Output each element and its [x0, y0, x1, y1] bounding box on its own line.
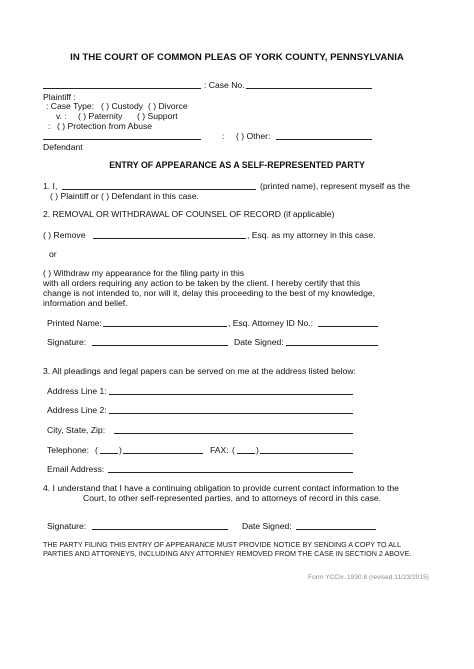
attorney-printed-name-field[interactable]: [103, 318, 227, 329]
telephone-label: Telephone:: [47, 445, 90, 455]
paternity-option[interactable]: ( ) Paternity: [78, 111, 123, 121]
fax-open-paren: (: [232, 445, 235, 455]
attorney-printed-name-label: Printed Name:: [47, 318, 102, 328]
colon-mark: :: [48, 121, 51, 131]
telephone-open-paren: (: [95, 445, 98, 455]
section2-heading: 2. REMOVAL OR WITHDRAWAL OF COUNSEL OF RECORD (if applicable): [43, 209, 335, 219]
party-signature-field[interactable]: [92, 521, 228, 532]
attorney-signature-field[interactable]: [92, 337, 228, 348]
plaintiff-label: Plaintiff :: [43, 92, 76, 102]
city-state-zip-label: City, State, Zip:: [47, 425, 106, 435]
defendant-label: Defendant: [43, 142, 83, 152]
case-no-field[interactable]: [246, 80, 372, 91]
email-label: Email Address:: [47, 464, 105, 474]
fax-number-field[interactable]: [260, 445, 353, 456]
attorney-date-label: Date Signed:: [234, 337, 284, 347]
colon-mark-2: :: [222, 131, 225, 141]
address2-label: Address Line 2:: [47, 405, 107, 415]
telephone-number-field[interactable]: [123, 445, 203, 456]
case-no-label: : Case No.: [204, 80, 245, 90]
section4-line1: 4. I understand that I have a continuing obligation to provide current contact information to the: [43, 483, 399, 493]
withdraw-text-2: with all orders requiring any action to be taken by the client. I hereby certify that this: [43, 278, 361, 288]
fax-label: FAX:: [210, 445, 229, 455]
telephone-close-paren: ): [119, 445, 122, 455]
or-label: or: [49, 249, 57, 259]
fax-close-paren: ): [256, 445, 259, 455]
fax-area-code-field[interactable]: [237, 445, 255, 456]
withdraw-text-3: change is not intended to, nor will it, delay this proceeding to the best of my knowledge,: [43, 288, 376, 298]
address2-field[interactable]: [109, 405, 353, 416]
document-heading: ENTRY OF APPEARANCE AS A SELF-REPRESENTED PARTY: [109, 160, 365, 170]
notice-line2: PARTIES AND ATTORNEYS, INCLUDING ANY ATTORNEY REMOVED FROM THE CASE IN SECTION 2 ABOVE.: [43, 549, 412, 558]
address1-label: Address Line 1:: [47, 386, 107, 396]
withdraw-text-4: information and belief.: [43, 298, 128, 308]
notice-line1: THE PARTY FILING THIS ENTRY OF APPEARANCE MUST PROVIDE NOTICE BY SENDING A COPY TO ALL: [43, 540, 402, 549]
attorney-id-label: , Esq. Attorney ID No.:: [228, 318, 314, 328]
party-date-label: Date Signed:: [242, 521, 292, 531]
attorney-date-field[interactable]: [286, 337, 378, 348]
defendant-name-field[interactable]: [43, 131, 201, 142]
remove-option[interactable]: ( ) Remove: [43, 230, 86, 240]
other-option[interactable]: ( ) Other:: [236, 131, 271, 141]
section1-suffix: (printed name), represent myself as the: [260, 181, 410, 191]
remove-suffix: , Esq. as my attorney in this case.: [247, 230, 376, 240]
party-date-field[interactable]: [296, 521, 376, 532]
party-signature-label: Signature:: [47, 521, 87, 531]
plaintiff-defendant-choice[interactable]: ( ) Plaintiff or ( ) Defendant in this case.: [50, 191, 199, 201]
remove-attorney-field[interactable]: [93, 230, 246, 241]
pfa-option[interactable]: ( ) Protection from Abuse: [57, 121, 153, 131]
attorney-signature-label: Signature:: [47, 337, 87, 347]
plaintiff-name-field[interactable]: [43, 80, 201, 91]
other-field[interactable]: [276, 131, 372, 142]
versus-label: v. :: [56, 111, 67, 121]
email-field[interactable]: [108, 464, 353, 475]
section4-line2: Court, to other self-represented parties, and to attorneys of record in this case.: [83, 493, 382, 503]
form-id: Form YCCiv. 1930.8 (revised 11/23/2015): [308, 574, 429, 581]
section3-heading: 3. All pleadings and legal papers can be served on me at the address listed below:: [43, 366, 356, 376]
court-title: IN THE COURT OF COMMON PLEAS OF YORK COUNTY, PENNSYLVANIA: [70, 52, 404, 63]
section1-number: 1. I,: [43, 181, 58, 191]
case-type-label: : Case Type:: [46, 101, 95, 111]
divorce-option[interactable]: ( ) Divorce: [148, 101, 188, 111]
custody-option[interactable]: ( ) Custody: [101, 101, 144, 111]
attorney-id-field[interactable]: [318, 318, 378, 329]
address1-field[interactable]: [109, 386, 353, 397]
withdraw-option[interactable]: ( ) Withdraw my appearance for the filing party in this: [43, 268, 245, 278]
city-state-zip-field[interactable]: [114, 425, 353, 436]
telephone-area-code-field[interactable]: [100, 445, 118, 456]
support-option[interactable]: ( ) Support: [137, 111, 178, 121]
